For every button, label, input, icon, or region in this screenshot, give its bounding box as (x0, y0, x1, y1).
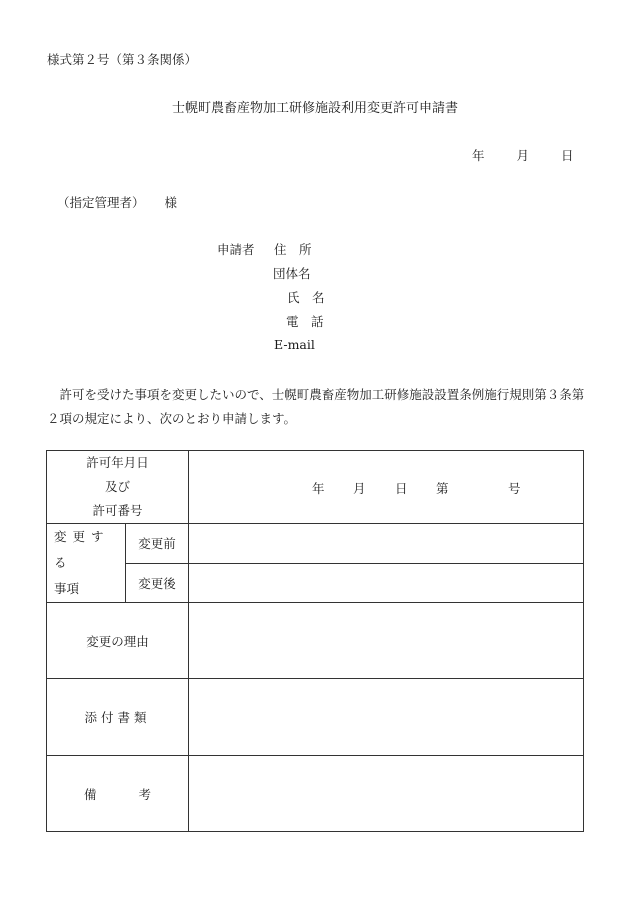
permit-label-line-1: 許可年月日 (86, 455, 149, 470)
addressee-name: （指定管理者） (57, 195, 145, 210)
before-change-field[interactable] (189, 524, 584, 564)
permit-month-label: 月 (353, 481, 366, 496)
document-title: 士幌町農畜産物加工研修施設利用変更許可申請書 (171, 101, 458, 116)
remarks-label-cell (47, 756, 189, 832)
reason-field[interactable] (189, 603, 584, 679)
permit-label-line-2: 及び (105, 479, 131, 494)
permit-row (47, 451, 584, 524)
applicant-block (0, 240, 630, 360)
change-after-row (47, 563, 584, 603)
remarks-row (47, 756, 584, 832)
date-day-label: 日 (561, 148, 574, 163)
before-change-label: 変更前 (126, 524, 189, 564)
addressee-honorific: 様 (164, 195, 178, 210)
change-items-label-cell (47, 524, 126, 603)
permit-dai-label: 第 (436, 481, 449, 496)
permit-label-cell (47, 451, 189, 524)
application-statement: 許可を受けた事項を変更したいので、士幌町農畜産物加工研修施設設置条例施行規則第３条第２項の規定により、次のとおり申請します。 (47, 387, 585, 426)
remarks-label-2: 考 (138, 786, 152, 802)
permit-label-line-3: 許可番号 (92, 503, 143, 518)
application-table (46, 450, 584, 832)
phone-label: 電 話 (286, 314, 324, 329)
reason-label: 変更の理由 (47, 603, 189, 679)
attachments-field[interactable] (189, 679, 584, 756)
permit-go-label: 号 (508, 481, 521, 496)
change-items-label-line-1: 変更する (54, 529, 110, 570)
permit-year-label: 年 (312, 481, 325, 496)
addressee (57, 193, 177, 211)
after-change-field[interactable] (189, 563, 584, 603)
email-label: E-mail (274, 337, 315, 352)
reason-row (47, 603, 584, 679)
date-month-label: 月 (516, 148, 530, 163)
attachments-row (47, 679, 584, 756)
remarks-label-1: 備 (83, 786, 97, 802)
form-number: 様式第２号（第３条関係） (47, 52, 198, 67)
applicant-role-label: 申請者 (217, 242, 255, 257)
attachments-label: 添付書類 (47, 679, 189, 756)
permit-day-label: 日 (395, 481, 408, 496)
remarks-field[interactable] (189, 756, 584, 832)
submission-date (472, 146, 574, 164)
change-before-row (47, 524, 584, 564)
permit-date-number-field[interactable] (189, 451, 584, 524)
after-change-label: 変更後 (126, 563, 189, 603)
name-label: 氏 名 (287, 290, 325, 305)
organization-label: 団体名 (273, 266, 311, 281)
date-year-label: 年 (472, 148, 485, 163)
change-items-label-line-2: 事項 (54, 581, 80, 596)
address-label: 住 所 (274, 242, 312, 257)
